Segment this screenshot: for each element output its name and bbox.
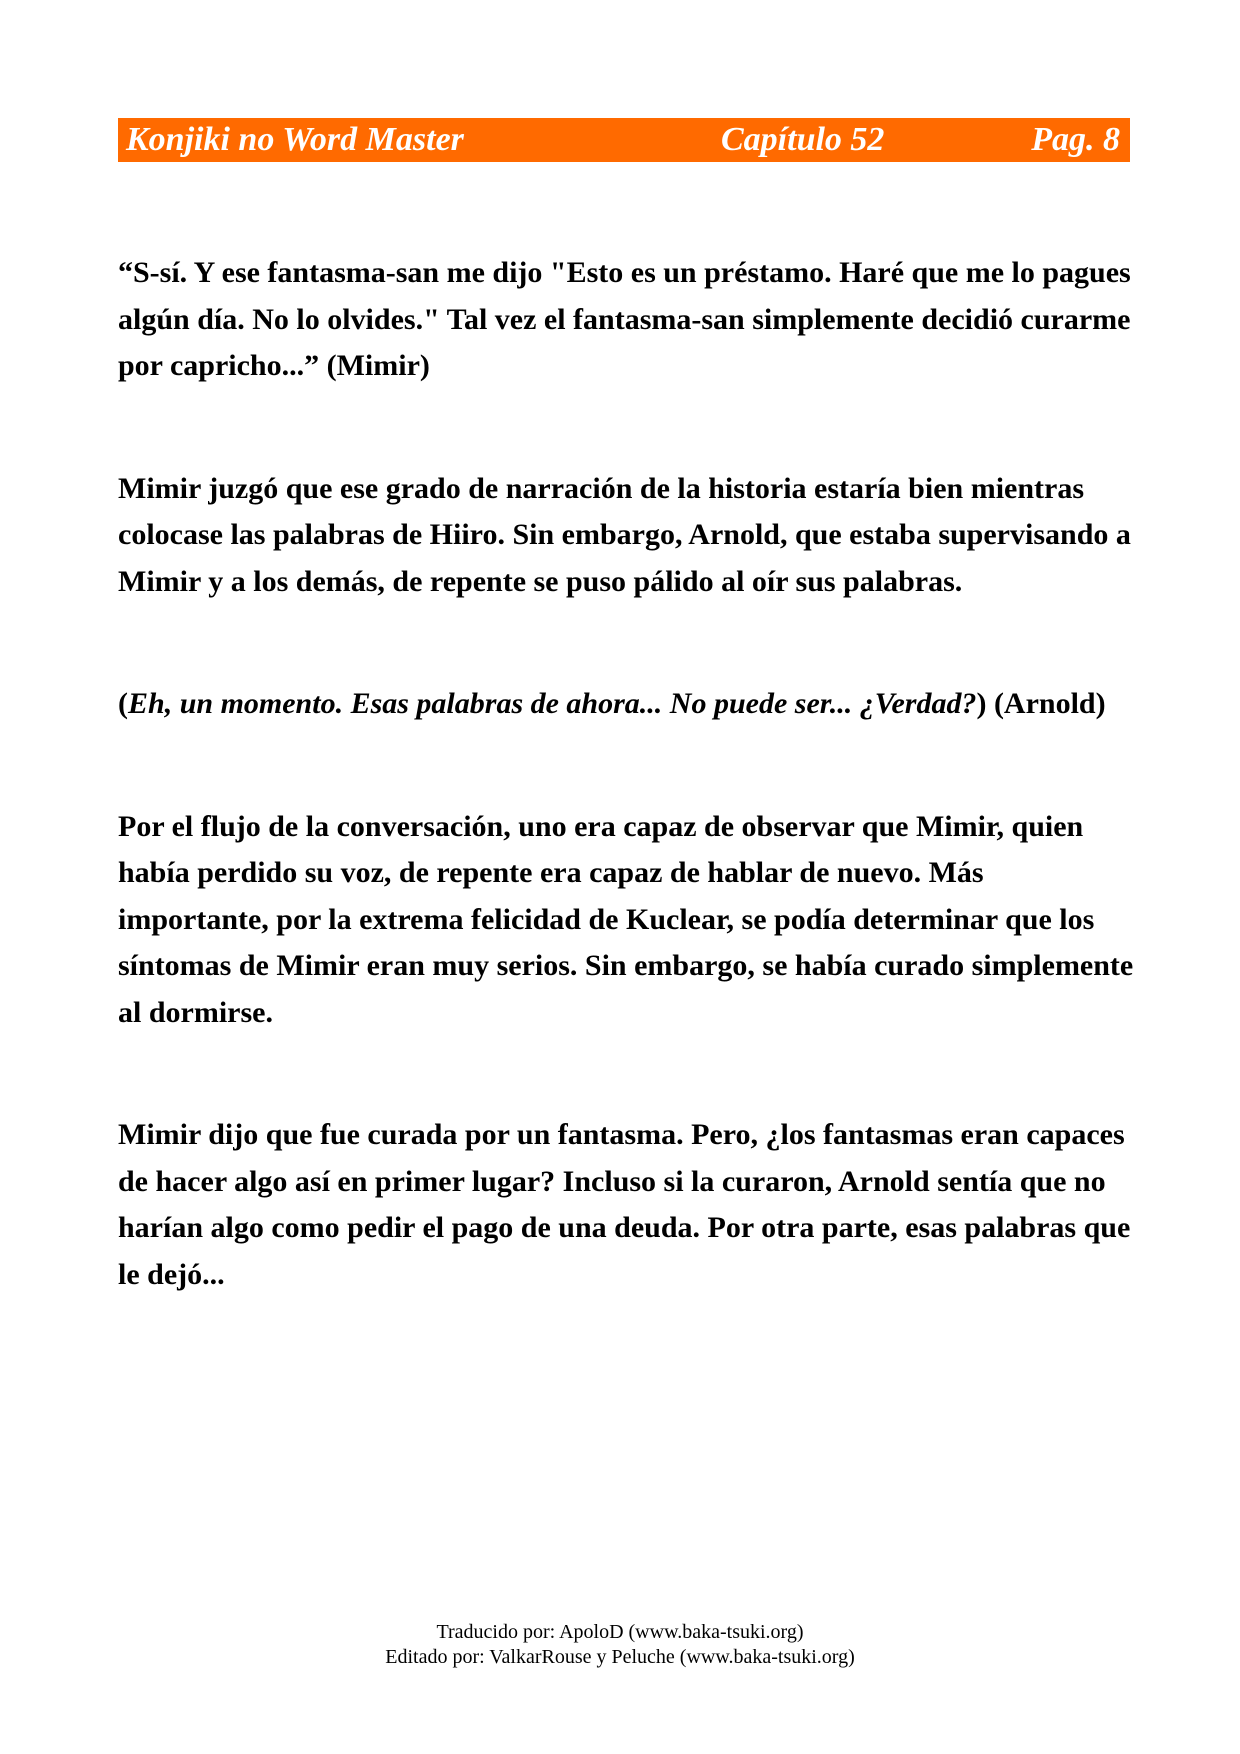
page-body — [118, 250, 1138, 1374]
paragraph-3 — [118, 681, 1138, 728]
paragraph-3-thought: Eh, un momento. Esas palabras de ahora... No puede ser... ¿Verdad? — [128, 687, 977, 720]
footer-edited-by: Editado por: ValkarRouse y Peluche (www.baka-tsuki.org) — [385, 1646, 855, 1668]
paragraph-4: Por el flujo de la conversación, uno era capaz de observar que Mimir, quien había perdido su voz, de repente era capaz de hablar de nuevo. Más importante, por la extrema felicidad de Kuclear, se podía determinar que los síntomas de Mimir eran muy serios. Sin embargo, se había curado simplemente al dormirse. — [118, 809, 1134, 1029]
page-footer — [0, 1620, 1240, 1670]
paragraph-5: Mimir dijo que fue curada por un fantasma. Pero, ¿los fantasmas eran capaces de hacer algo así en primer lugar? Incluso si la curaron, Arnold sentía que no harían algo como pedir el pago de una deuda. Por otra parte, esas palabras que le dejó... — [118, 1118, 1131, 1291]
paragraph-3-open: ( — [118, 687, 128, 720]
header-chapter: Capítulo 52 — [721, 121, 885, 158]
page-header-bar — [118, 118, 1130, 162]
header-page-number: Pag. 8 — [1031, 121, 1120, 158]
paragraph-3-close: ) (Arnold) — [976, 687, 1106, 720]
footer-translated-by: Traducido por: ApoloD (www.baka-tsuki.org) — [436, 1621, 804, 1643]
header-book-title: Konjiki no Word Master — [126, 121, 464, 158]
paragraph-2: Mimir juzgó que ese grado de narración de la historia estaría bien mientras colocase las palabras de Hiiro. Sin embargo, Arnold, que estaba supervisando a Mimir y a los demás, de repente se puso pálido al oír sus palabras. — [118, 471, 1131, 598]
paragraph-1: “S-sí. Y ese fantasma-san me dijo "Esto es un préstamo. Haré que me lo pagues algún día. No lo olvides." Tal vez el fantasma-san simplemente decidió curarme por capricho...” (Mimir) — [118, 256, 1131, 382]
